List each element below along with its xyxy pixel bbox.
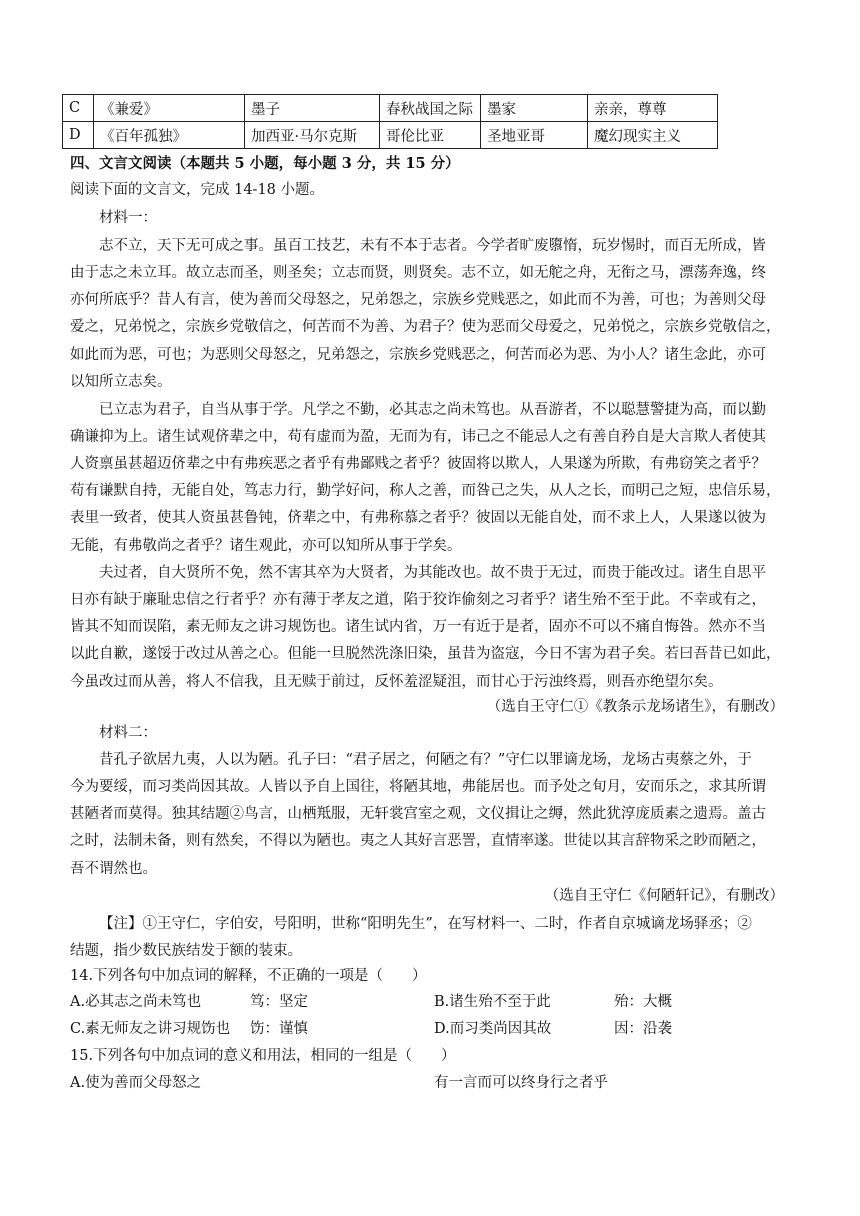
passage-line: 志不立，天下无可成之事。虽百工技艺，未有不本于志者。今学者旷废隳惰，玩岁惕时，而百无所成，皆 (99, 238, 766, 254)
passage-line: 爱之，兄弟悦之，宗族乡党敬信之，何苦而不为善、为君子？使为恶而父母爱之，兄弟悦之，宗族乡党敬信之， (70, 319, 781, 335)
table-cell: 墨子 (245, 95, 380, 122)
table-cell: 哥伦比亚 (380, 122, 481, 149)
passage-line: 吾不谓然也。 (70, 861, 157, 877)
material1-label: 材料一： (99, 210, 157, 226)
q14-option-a-explanation: 笃：坚定 (250, 994, 308, 1010)
q15-option-a: A.使为善而父母怒之 (70, 1075, 202, 1091)
table-cell: 亲亲，尊尊 (588, 95, 718, 122)
q14-option-c: C.素无师友之讲习规饬也 (70, 1021, 231, 1037)
passage-line: 表里一致者，使其人资虽甚鲁钝，侪辈之中，有弗称慕之者乎？彼固以无能自处，而不求上人，人果遂以彼为 (70, 510, 766, 526)
passage-line: 如此而为恶，可也；为恶则父母怒之，兄弟怨之，宗族乡党贱恶之，何苦而必为恶、为小人？诸生念此，亦可 (70, 347, 766, 363)
passage-line: 今虽改过而从善，将人不信我，且无赎于前过，反怀羞涩疑沮，而甘心于污浊终焉，则吾亦绝望尔矣。 (70, 674, 723, 690)
passage-line: 以知所立志矣。 (70, 374, 172, 390)
q14-option-b-explanation: 殆：大概 (614, 994, 672, 1010)
table-cell: 墨家 (481, 95, 588, 122)
passage-line: 人资禀虽甚超迈侪辈之中有弗疾恶之者乎有弗鄙贱之者乎？彼固将以欺人，人果遂为所欺，有弗窃笑之者乎？ (70, 456, 766, 472)
q14-option-d: D.而习类尚因其故 (434, 1021, 552, 1037)
question-14-stem: 14.下列各句中加点词的解释，不正确的一项是（ ） (70, 968, 427, 984)
works-table (62, 94, 718, 149)
passage-line: 无能，有弗敬尚之者乎？诸生观此，亦可以知所从事于学矣。 (70, 538, 462, 554)
section-heading: 四、文言文阅读（本题共 5 小题，每小题 3 分，共 15 分） (70, 155, 460, 172)
table-cell: 圣地亚哥 (481, 122, 588, 149)
passage-line: 亦何所底乎？昔人有言，使为善而父母怒之，兄弟怨之，宗族乡党贱恶之，如此而不为善，可也；为善则父母 (70, 292, 766, 308)
table-cell: D (63, 122, 94, 149)
passage-line: 已立志为君子，自当从事于学。凡学之不勤，必其志之尚未笃也。从吾游者，不以聪慧警捷为高，而以勤 (99, 402, 766, 418)
passage-line: 确谦抑为上。诸生试观侪辈之中，苟有虚而为盈，无而为有，讳己之不能忌人之有善自矜自是大言欺人者使其 (70, 429, 766, 445)
passage-line: 甚陋者而莫得。独其结题②鸟言，山栖羝服，无轩裳宫室之观，文仪揖让之缛，然此犹淳庞质素之遗焉。盖古 (70, 806, 766, 822)
footnote: 【注】①王守仁，字伯安，号阳明，世称“阳明先生”，在写材料一、二时，作者自京城谪龙场驿丞；② (99, 916, 752, 932)
table-cell: 《兼爱》 (94, 95, 245, 122)
q15-option-a-pair: 有一言而可以终身行之者乎 (434, 1075, 608, 1091)
q14-option-b: B.诸生殆不至于此 (434, 994, 551, 1010)
passage-line: 苟有谦默自持，无能自处，笃志力行，勤学好问，称人之善，而咎己之失，从人之长，而明己之短，忠信乐易， (70, 483, 781, 499)
passage-line: 以此自歉，遂馁于改过从善之心。但能一旦脱然洗涤旧染，虽昔为盗寇，今日不害为君子矣。若曰吾昔已如此， (70, 646, 781, 662)
passage-line: 日亦有缺于廉耻忠信之行者乎？亦有薄于孝友之道，陷于狡诈偷刻之习者乎？诸生殆不至于此。不幸或有之， (70, 592, 766, 608)
table-cell: 《百年孤独》 (94, 122, 245, 149)
table-cell: 春秋战国之际 (380, 95, 481, 122)
footnote: 结题，指少数民族结发于额的装束。 (70, 943, 302, 959)
table-cell: 加西亚·马尔克斯 (245, 122, 380, 149)
table-cell: 魔幻现实主义 (588, 122, 718, 149)
passage-line: 皆其不知而误陷，素无师友之讲习规饬也。诸生试内省，万一有近于是者，固亦不可以不痛自悔咎。然亦不当 (70, 619, 766, 635)
table-cell: C (63, 95, 94, 122)
table-row (63, 95, 718, 122)
passage-line: 今为要绥，而习类尚因其故。人皆以予自上国往，将陋其地，弗能居也。而予处之旬月，安而乐之，求其所谓 (70, 779, 766, 795)
passage-line: 由于志之未立耳。故立志而圣，则圣矣；立志而贤，则贤矣。志不立，如无舵之舟，无衔之马，漂荡奔逸，终 (70, 265, 766, 281)
source-citation: （选自王守仁①《教条示龙场诸生》，有删改） (486, 699, 784, 715)
source-citation: （选自王守仁《何陋轩记》，有删改） (544, 888, 784, 904)
q14-option-d-explanation: 因：沿袭 (614, 1021, 672, 1037)
question-15-stem: 15.下列各句中加点词的意义和用法，相同的一组是（ ） (70, 1048, 456, 1064)
passage-line: 之时，法制未备，则有然矣，不得以为陋也。夷之人其好言恶詈，直情率遂。世徒以其言辞物采之眇而陋之， (70, 833, 766, 849)
instruction: 阅读下面的文言文，完成 14-18 小题。 (70, 182, 325, 198)
q14-option-c-explanation: 饬：谨慎 (250, 1021, 308, 1037)
passage-line: 夫过者，自大贤所不免，然不害其卒为大贤者，为其能改也。故不贵于无过，而贵于能改过。诸生自思平 (99, 565, 766, 581)
table-row (63, 122, 718, 149)
passage-line: 昔孔子欲居九夷，人以为陋。孔子曰：“君子居之，何陋之有？”守仁以罪谪龙场，龙场古夷蔡之外，于 (99, 752, 752, 768)
q14-option-a: A.必其志之尚未笃也 (70, 994, 202, 1010)
material2-label: 材料二： (99, 725, 157, 741)
